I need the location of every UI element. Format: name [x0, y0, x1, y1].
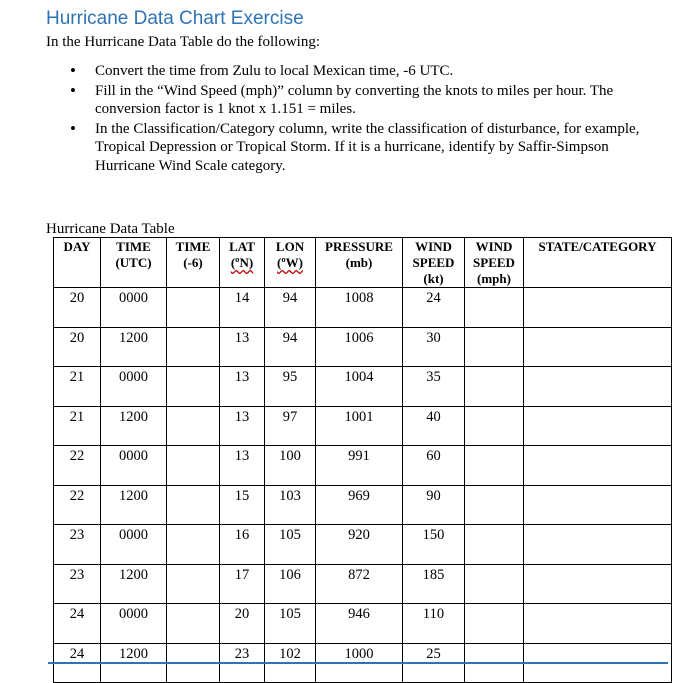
col-header-state: STATE/CATEGORY: [524, 238, 672, 288]
cell-lat: 13: [220, 327, 265, 367]
cell-time-utc: 1200: [101, 406, 167, 446]
cell-state[interactable]: [524, 446, 672, 486]
cell-time-local[interactable]: [167, 525, 220, 565]
cell-wind-mph[interactable]: [465, 485, 524, 525]
cell-wind-kt: 110: [403, 604, 465, 644]
cell-pressure: 946: [316, 604, 403, 644]
cell-time-local[interactable]: [167, 446, 220, 486]
cell-state[interactable]: [524, 327, 672, 367]
cell-time-utc: 1200: [101, 643, 167, 683]
cell-time-local[interactable]: [167, 406, 220, 446]
table-header-row: [54, 238, 672, 288]
cell-lat: 16: [220, 525, 265, 565]
cell-day: 20: [54, 327, 101, 367]
cell-lon: 94: [265, 288, 316, 328]
cell-day: 22: [54, 485, 101, 525]
table-row: [54, 446, 672, 486]
table-row: [54, 367, 672, 407]
cell-wind-kt: 60: [403, 446, 465, 486]
cell-day: 20: [54, 288, 101, 328]
cell-wind-kt: 40: [403, 406, 465, 446]
col-header-pressure: PRESSURE (mb): [316, 238, 403, 288]
cell-time-local[interactable]: [167, 604, 220, 644]
cell-pressure: 872: [316, 564, 403, 604]
cell-pressure: 991: [316, 446, 403, 486]
cell-wind-mph[interactable]: [465, 406, 524, 446]
cell-state[interactable]: [524, 485, 672, 525]
cell-lon: 97: [265, 406, 316, 446]
col-header-wind-kt: WIND SPEED (kt): [403, 238, 465, 288]
cell-day: 24: [54, 604, 101, 644]
col-header-lon: LON (ºW): [265, 238, 316, 288]
cell-lon: 94: [265, 327, 316, 367]
instruction-item: • Convert the time from Zulu to local Mexican time, -6 UTC.: [70, 62, 660, 81]
cell-wind-mph[interactable]: [465, 367, 524, 407]
cell-time-local[interactable]: [167, 327, 220, 367]
col-header-wind-mph: WIND SPEED (mph): [465, 238, 524, 288]
cell-lon: 105: [265, 525, 316, 565]
table-caption: Hurricane Data Table: [46, 221, 175, 237]
cell-time-local[interactable]: [167, 485, 220, 525]
table-row: [54, 327, 672, 367]
page-title: Hurricane Data Chart Exercise: [46, 8, 304, 29]
instruction-list: [70, 62, 660, 176]
cell-lon: 106: [265, 564, 316, 604]
intro-text: In the Hurricane Data Table do the following:: [46, 34, 320, 50]
table-row: [54, 564, 672, 604]
table-row: [54, 525, 672, 565]
col-header-time-local: TIME (-6): [167, 238, 220, 288]
cell-pressure: 1000: [316, 643, 403, 683]
cell-pressure: 920: [316, 525, 403, 565]
cell-state[interactable]: [524, 406, 672, 446]
cell-time-utc: 1200: [101, 485, 167, 525]
cell-state[interactable]: [524, 604, 672, 644]
cell-lat: 13: [220, 406, 265, 446]
cell-day: 24: [54, 643, 101, 683]
cell-time-utc: 1200: [101, 564, 167, 604]
cell-state[interactable]: [524, 525, 672, 565]
cell-pressure: 1008: [316, 288, 403, 328]
cell-lat: 23: [220, 643, 265, 683]
instruction-item: • Fill in the “Wind Speed (mph)” column by converting the knots to miles per hour. The conversion factor is 1 knot x 1.151 = miles.: [70, 82, 660, 119]
cell-pressure: 969: [316, 485, 403, 525]
cell-state[interactable]: [524, 288, 672, 328]
cell-wind-mph[interactable]: [465, 327, 524, 367]
cell-time-local[interactable]: [167, 288, 220, 328]
table-row: [54, 485, 672, 525]
cell-wind-mph[interactable]: [465, 446, 524, 486]
cut-off-footer-text: [48, 660, 668, 665]
cell-pressure: 1004: [316, 367, 403, 407]
cell-lat: 13: [220, 367, 265, 407]
cell-wind-mph[interactable]: [465, 604, 524, 644]
cell-lon: 103: [265, 485, 316, 525]
cell-wind-mph[interactable]: [465, 288, 524, 328]
col-header-lat: LAT (ºN): [220, 238, 265, 288]
cell-day: 22: [54, 446, 101, 486]
cell-wind-kt: 90: [403, 485, 465, 525]
cell-lat: 20: [220, 604, 265, 644]
cell-wind-kt: 24: [403, 288, 465, 328]
cell-time-utc: 0000: [101, 604, 167, 644]
cell-wind-kt: 35: [403, 367, 465, 407]
table-row: [54, 604, 672, 644]
col-header-time-utc: TIME (UTC): [101, 238, 167, 288]
cell-wind-kt: 30: [403, 327, 465, 367]
table-row: [54, 406, 672, 446]
hurricane-data-table: [53, 237, 672, 683]
table-row: [54, 288, 672, 328]
cell-time-utc: 1200: [101, 327, 167, 367]
cell-time-utc: 0000: [101, 288, 167, 328]
cell-state[interactable]: [524, 367, 672, 407]
cell-state[interactable]: [524, 564, 672, 604]
cell-time-utc: 0000: [101, 525, 167, 565]
cell-day: 21: [54, 406, 101, 446]
cell-lat: 13: [220, 446, 265, 486]
cell-time-local[interactable]: [167, 367, 220, 407]
cell-lon: 95: [265, 367, 316, 407]
cell-lat: 15: [220, 485, 265, 525]
cell-day: 21: [54, 367, 101, 407]
cell-pressure: 1006: [316, 327, 403, 367]
cell-lat: 14: [220, 288, 265, 328]
cell-wind-mph[interactable]: [465, 525, 524, 565]
cell-pressure: 1001: [316, 406, 403, 446]
cell-time-utc: 0000: [101, 446, 167, 486]
cell-wind-kt: 25: [403, 643, 465, 683]
cell-lon: 100: [265, 446, 316, 486]
cell-day: 23: [54, 564, 101, 604]
col-header-day: DAY: [54, 238, 101, 288]
cell-wind-kt: 185: [403, 564, 465, 604]
cell-lat: 17: [220, 564, 265, 604]
cell-lon: 102: [265, 643, 316, 683]
cell-lon: 105: [265, 604, 316, 644]
cell-time-utc: 0000: [101, 367, 167, 407]
cell-wind-mph[interactable]: [465, 564, 524, 604]
cell-day: 23: [54, 525, 101, 565]
cell-wind-kt: 150: [403, 525, 465, 565]
instruction-item: • In the Classification/Category column, write the classification of disturbance, for example, Tropical Depression or Tropical Storm. If it is a hurricane, identify by Saffir-Simpson Hurricane Wind Scale category.: [70, 120, 660, 176]
cell-time-local[interactable]: [167, 564, 220, 604]
